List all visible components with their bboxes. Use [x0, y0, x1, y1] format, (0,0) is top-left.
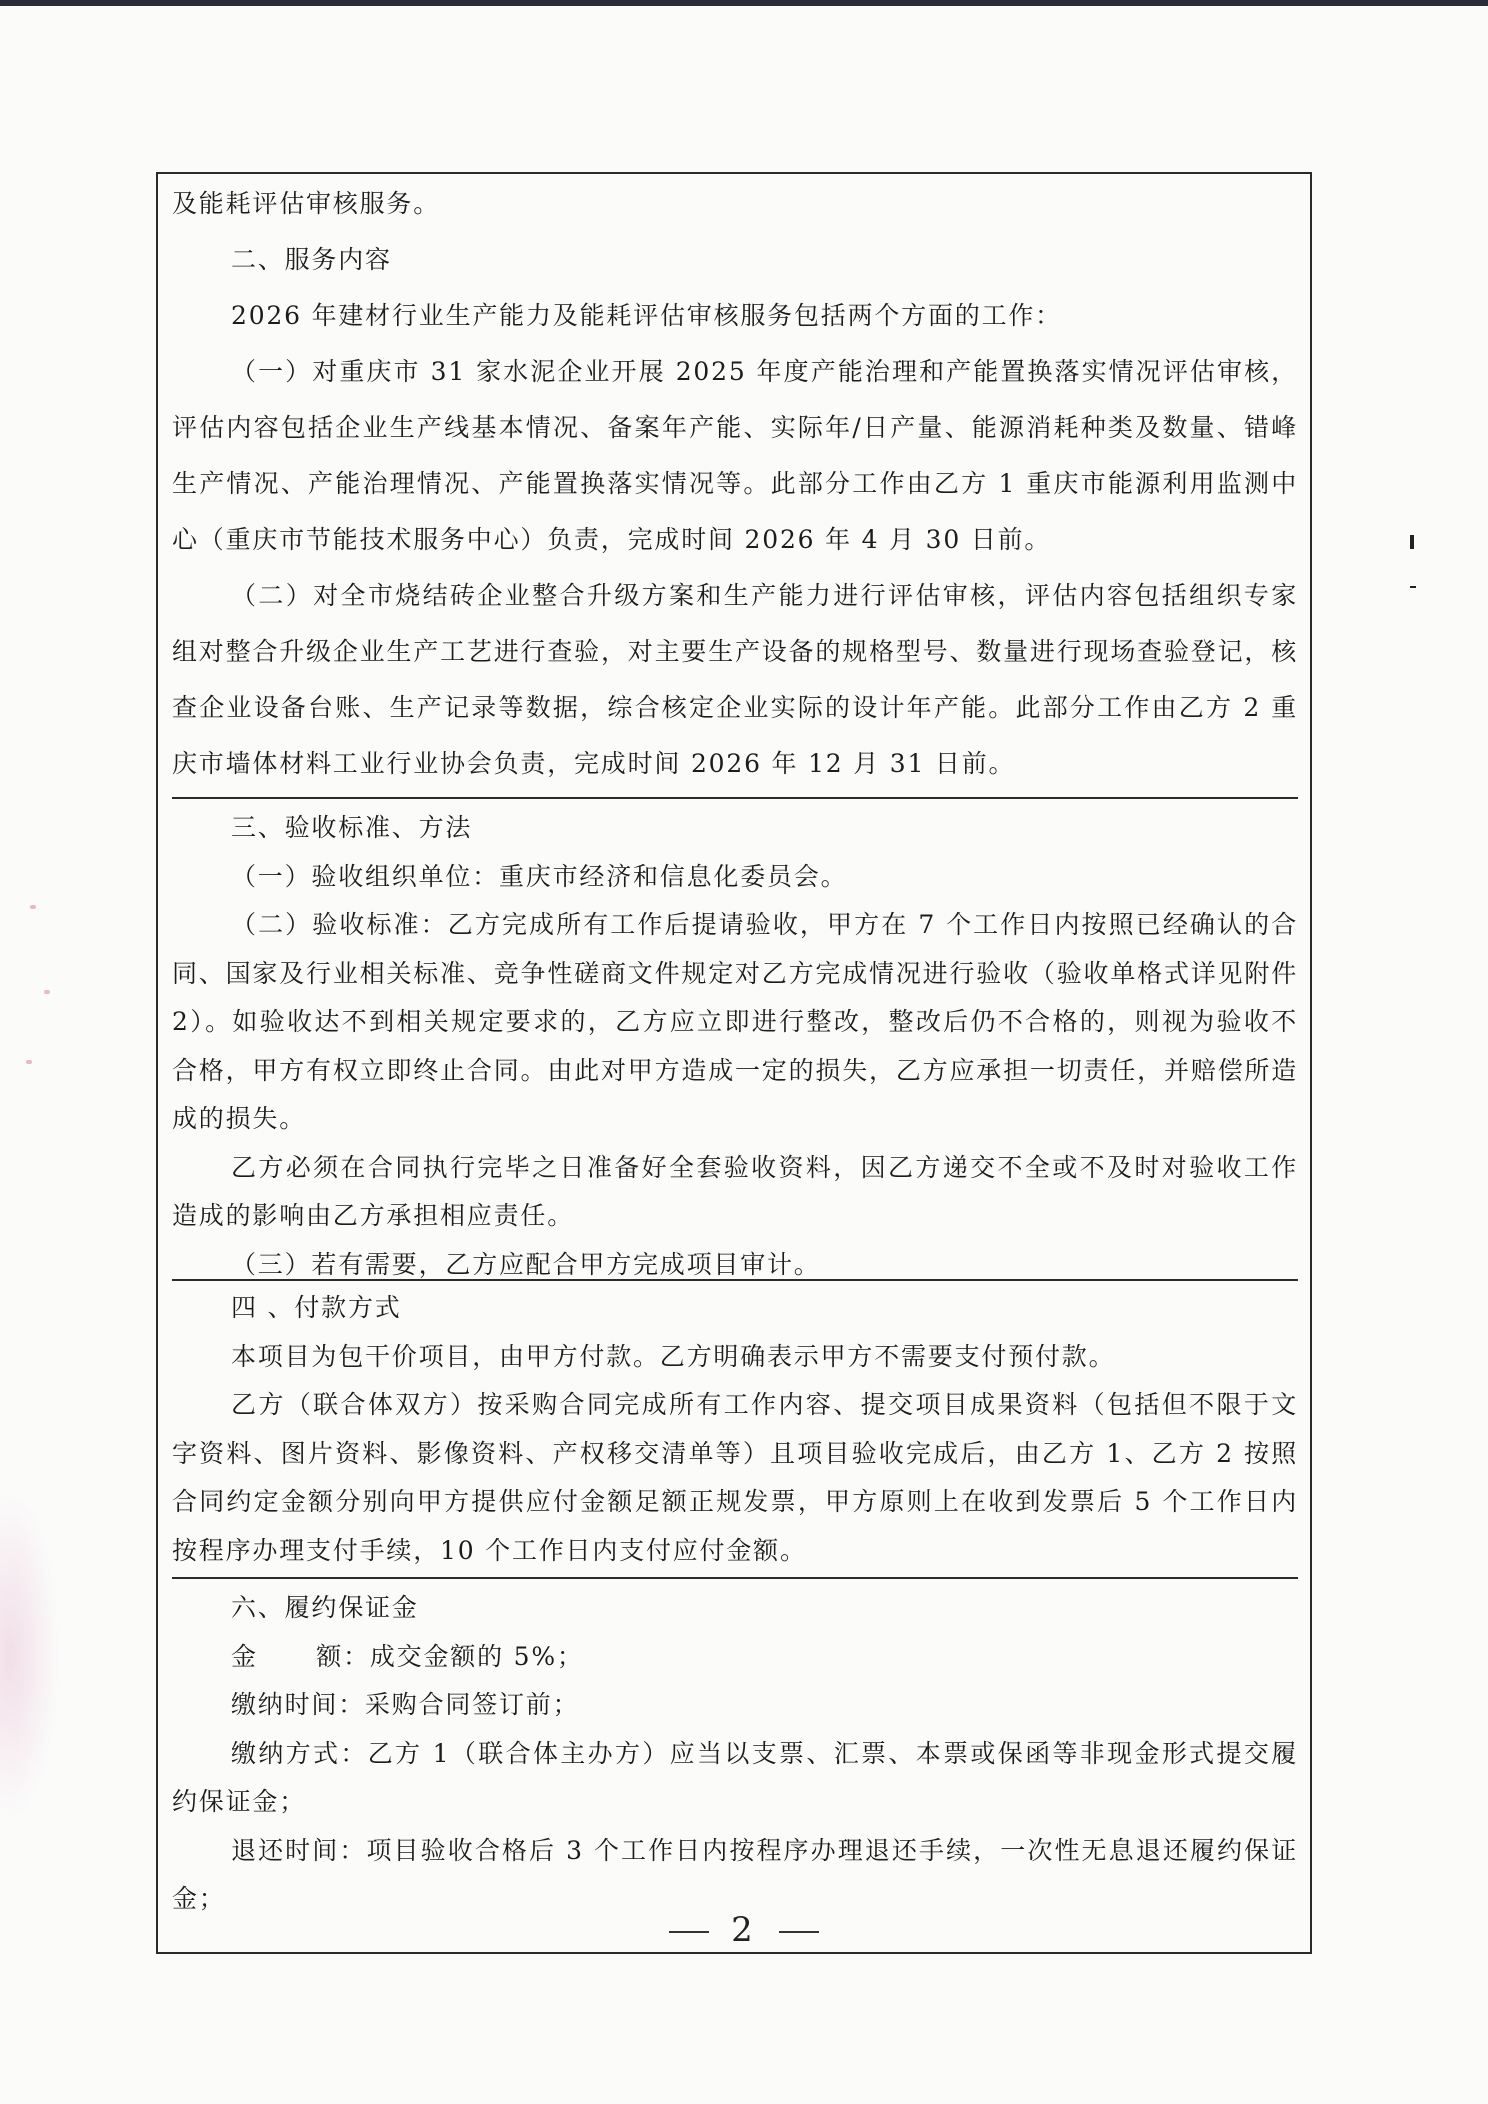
acceptance-section	[172, 799, 1308, 1281]
stamp-smudge	[0, 1490, 60, 1820]
section-heading: 四 、付款方式	[231, 1293, 402, 1322]
paragraph: 及能耗评估审核服务。	[172, 189, 441, 218]
scan-speck	[30, 905, 36, 909]
paragraph: （一）对重庆市 31 家水泥企业开展 2025 年度产能治理和产能置换落实情况评估审核，评估内容包括企业生产线基本情况、备案年产能、实际年/日产量、能源消耗种类及数量、错峰生产情况、产能治理情况、产能置换落实情况等。此部分工作由乙方 1 重庆市能源利用监测中心（重庆市节能技术服务中心）负责，完成时间 2026 年 4 月 30 日前。	[172, 357, 1298, 554]
scan-edge	[0, 0, 1488, 6]
paragraph: 2026 年建材行业生产能力及能耗评估审核服务包括两个方面的工作：	[231, 301, 1062, 330]
paragraph: （二）验收标准：乙方完成所有工作后提请验收，甲方在 7 个工作日内按照已经确认的合同、国家及行业相关标准、竞争性磋商文件规定对乙方完成情况进行验收（验收单格式详见附件 2）。如验收达不到相关规定要求的，乙方应立即进行整改，整改后仍不合格的，则视为验收不合格，甲方有权立即终止合同。由此对甲方造成一定的损失，乙方应承担一切责任，并赔偿所造成的损失。	[172, 910, 1308, 1133]
paragraph: 金 额：成交金额的 5%；	[231, 1641, 584, 1671]
dash-right	[779, 1931, 819, 1933]
page-number	[0, 1910, 1488, 1950]
section-heading: 六、履约保证金	[231, 1593, 419, 1622]
paragraph: 缴纳时间：采购合同签订前；	[231, 1690, 580, 1719]
dash-left	[669, 1931, 709, 1933]
paragraph: 本项目为包干价项目，由甲方付款。乙方明确表示甲方不需要支付预付款。	[231, 1341, 1116, 1371]
paragraph: 乙方必须在合同执行完毕之日准备好全套验收资料，因乙方递交不全或不及时对验收工作造成的影响由乙方承担相应责任。	[172, 1152, 1298, 1230]
scan-mark	[1410, 535, 1414, 549]
contract-table	[156, 172, 1312, 1954]
paragraph: （一）验收组织单位：重庆市经济和信息化委员会。	[231, 861, 848, 891]
paragraph: 缴纳方式：乙方 1（联合体主办方）应当以支票、汇票、本票或保函等非现金形式提交履约保证金；	[172, 1738, 1298, 1816]
paragraph: （二）对全市烧结砖企业整合升级方案和生产能力进行评估审核，评估内容包括组织专家组对整合升级企业生产工艺进行查验，对主要生产设备的规格型号、数量进行现场查验登记，核查企业设备台账、生产记录等数据，综合核定企业实际的设计年产能。此部分工作由乙方 2 重庆市墙体材料工业行业协会负责，完成时间 2026 年 12 月 31 日前。	[172, 581, 1298, 778]
scan-speck	[44, 990, 50, 994]
paragraph: 退还时间：项目验收合格后 3 个工作日内按程序办理退还手续，一次性无息退还履约保证金；	[172, 1835, 1298, 1913]
scan-speck	[26, 1060, 32, 1064]
service-content-section	[172, 174, 1298, 799]
section-heading: 二、服务内容	[231, 245, 392, 274]
paragraph: （三）若有需要，乙方应配合甲方完成项目审计。	[231, 1249, 821, 1279]
performance-bond-section	[172, 1579, 1298, 1952]
paragraph: 乙方（联合体双方）按采购合同完成所有工作内容、提交项目成果资料（包括但不限于文字资料、图片资料、影像资料、产权移交清单等）且项目验收完成后，由乙方 1、乙方 2 按照合同约定金额分别向甲方提供应付金额足额正规发票，甲方原则上在收到发票后 5 个工作日内按程序办理支付手续，10 个工作日内支付应付金额。	[172, 1390, 1298, 1565]
scan-mark	[1410, 586, 1416, 588]
payment-section	[172, 1281, 1298, 1579]
page-number-value: 2	[731, 1910, 757, 1950]
section-heading: 三、验收标准、方法	[231, 813, 473, 842]
